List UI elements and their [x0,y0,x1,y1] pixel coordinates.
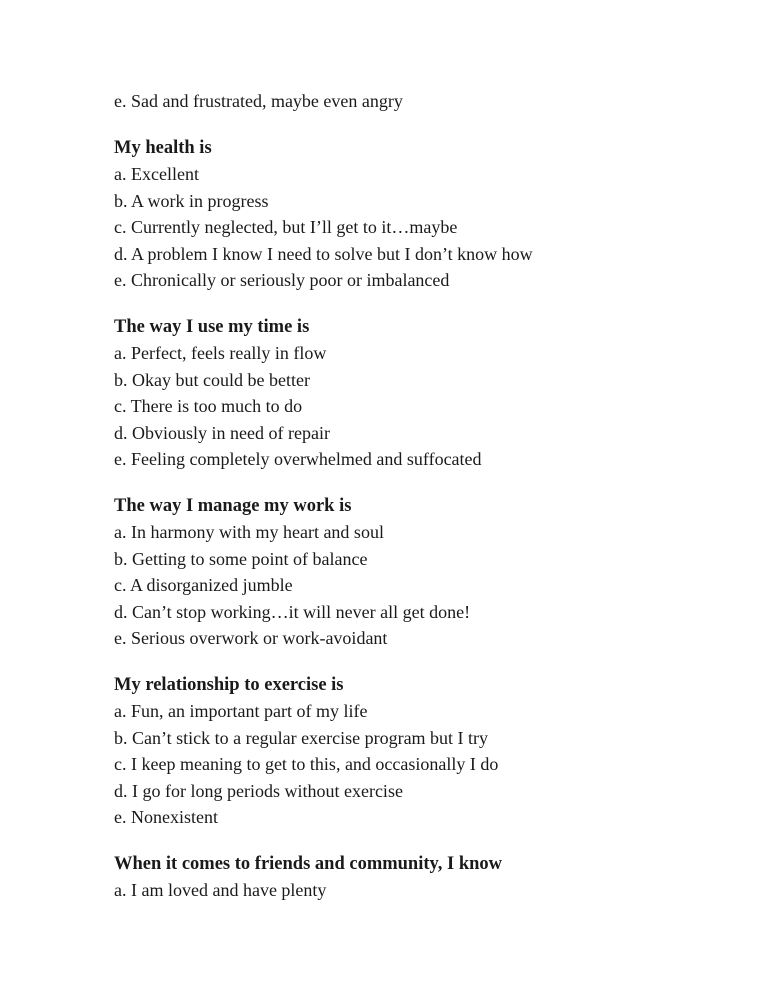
intro-option-line: e. Sad and frustrated, maybe even angry [114,91,403,111]
option-a: a. Excellent [114,164,199,184]
section-heading: The way I manage my work is [114,495,352,516]
option-b: b. Okay but could be better [114,369,310,390]
option-a: a. Perfect, feels really in flow [114,343,327,363]
option-e: e. Chronically or seriously poor or imbalanced [114,270,450,290]
option-c: c. There is too much to do [114,396,303,416]
option-d: d. A problem I know I need to solve but I don’t know how [114,243,533,264]
section-health [114,135,734,294]
option-a: a. I am loved and have plenty [114,880,327,900]
option-d: d. I go for long periods without exercise [114,780,403,801]
option-e: e. Serious overwork or work-avoidant [114,628,388,648]
option-a: a. Fun, an important part of my life [114,701,368,721]
section-work [114,493,734,652]
section-heading: When it comes to friends and community, I know [114,853,503,874]
section-time [114,314,734,473]
option-e: e. Nonexistent [114,807,218,827]
section-heading: The way I use my time is [114,316,310,337]
option-d: d. Can’t stop working…it will never all get done! [114,601,471,622]
option-b: b. Getting to some point of balance [114,548,368,569]
option-e: e. Feeling completely overwhelmed and suffocated [114,449,482,469]
section-heading: My health is [114,137,212,158]
section-friends-community [114,851,734,904]
option-c: c. A disorganized jumble [114,575,293,595]
section-exercise [114,672,734,831]
section-heading: My relationship to exercise is [114,674,344,695]
option-b: b. Can’t stick to a regular exercise program but I try [114,727,489,748]
option-a: a. In harmony with my heart and soul [114,522,384,542]
option-b: b. A work in progress [114,190,269,211]
option-c: c. Currently neglected, but I’ll get to it…maybe [114,217,458,237]
option-c: c. I keep meaning to get to this, and occasionally I do [114,754,499,774]
questionnaire-page [114,88,734,904]
option-d: d. Obviously in need of repair [114,422,330,443]
